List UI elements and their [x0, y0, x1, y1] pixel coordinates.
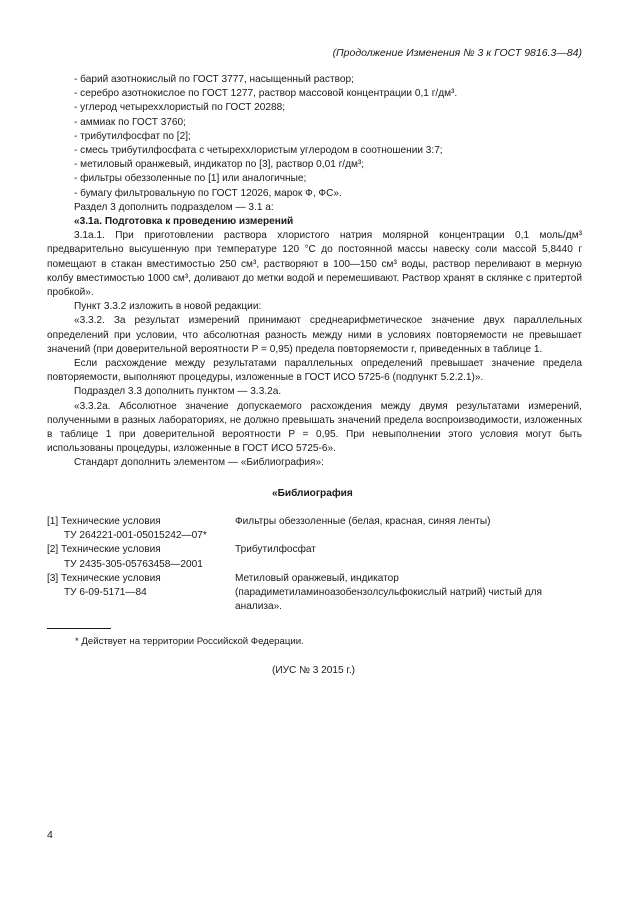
ius-reference: (ИУС № 3 2015 г.) [272, 664, 356, 676]
list-item: - барий азотнокислый по ГОСТ 3777, насыщенный раствор; [74, 74, 354, 85]
bibliography-title-text: Метиловый оранжевый, индикатор (парадиметиламиноазобензолсульфокислый натрий) чистый для анализа». [235, 572, 543, 613]
list-item: - серебро азотнокислое по ГОСТ 1277, раствор массовой концентрации 0,1 г/дм³. [74, 88, 458, 100]
list-item: - углерод четыреххлористый по ГОСТ 20288; [74, 102, 286, 114]
list-item: - метиловый оранжевый, индикатор по [3], раствор 0,01 г/дм³; [74, 159, 365, 171]
standard-addition: Стандарт дополнить элементом — «Библиография»: [74, 457, 324, 469]
point-intro: Пункт 3.3.2 изложить в новой редакции: [74, 301, 262, 313]
paragraph-332-continued: Если расхождение между результатами параллельных определений превышает значение предела повторяемости, выполняют процедуры, изложенные в ГОСТ ИСО 5725-6 (подпункт 5.2.2.1)». [47, 358, 582, 384]
bibliography-title-text: Трибутилфосфат [235, 544, 316, 556]
footnote: * Действует на территории Российской Федерации. [75, 636, 304, 648]
list-item: - смесь трибутилфосфата с четыреххлористым углеродом в соотношении 3:7; [74, 145, 443, 157]
subsection-intro: Подраздел 3.3 дополнить пунктом — 3.3.2а. [74, 386, 282, 398]
list-item: - трибутилфосфат по [2]; [74, 130, 191, 142]
paragraph-31a1: 3.1а.1. При приготовлении раствора хлористого натрия молярной концентрации 0,1 моль/дм³ предварительно высушенную при температуре 120 °С до постоянной массы навеску соли массой 5,8440 г помещают в стакан вместимостью 250 см³, растворяют в 100—150 см³ воды, раствор переливают в мерную колбу вместимостью 1000 см³, доливают до метки водой и перемешивают. Раствор хранят в склянке с притертой пробкой». [47, 230, 582, 299]
bibliography-entry [47, 572, 582, 615]
paragraph-332: «3.3.2. За результат измерений принимают среднеарифметическое значение двух параллельных определений при условии, что абсолютная разность между ними в условиях повторяемости не превышает значений (при доверительной вероятности P = 0,95) предела повторяемости r, приведенных в таблице 1. [47, 315, 582, 355]
list-item: - аммиак по ГОСТ 3760; [74, 116, 186, 128]
bibliography-entry [47, 543, 582, 571]
list-item: - фильтры обеззоленные по [1] или аналогичные; [74, 173, 307, 185]
bibliography-ref: [2] Технические условия [47, 544, 161, 556]
bibliography-list [47, 515, 582, 614]
reagent-list [47, 73, 582, 201]
list-item: - бумагу фильтровальную по ГОСТ 12026, марок Ф, ФС». [74, 187, 342, 199]
bibliography-ref: [3] Технические условия [47, 572, 161, 584]
bibliography-code: ТУ 6-09-5171—84 [64, 586, 147, 598]
bibliography-code: ТУ 2435-305-05763458—2001 [64, 558, 203, 570]
bibliography-entry [47, 515, 582, 543]
bibliography-title-text: Фильтры обеззоленные (белая, красная, синяя ленты) [235, 515, 491, 527]
section-intro: Раздел 3 дополнить подразделом — 3.1 а: [74, 201, 274, 213]
bibliography-title: «Библиография [272, 487, 353, 499]
page-header: (Продолжение Изменения № 3 к ГОСТ 9816.3—84) [332, 47, 582, 59]
section-heading: «3.1а. Подготовка к проведению измерений [74, 216, 294, 228]
page-number: 4 [47, 829, 53, 841]
document-body [47, 73, 582, 678]
footnote-divider [47, 628, 111, 629]
bibliography-ref: [1] Технические условия [47, 515, 161, 527]
paragraph-332a: «3.3.2а. Абсолютное значение допускаемого расхождения между двумя результатами измерений, полученными в разных лабораториях, не должно превышать значений предела воспроизводимости, изложенных в таблице 1 при доверительной вероятности P = 0,95. При невыполнении этого условия могут быть использованы процедуры, изложенные в ГОСТ ИСО 5725-6». [47, 400, 582, 455]
bibliography-code: ТУ 264221-001-05015242—07* [64, 530, 207, 542]
